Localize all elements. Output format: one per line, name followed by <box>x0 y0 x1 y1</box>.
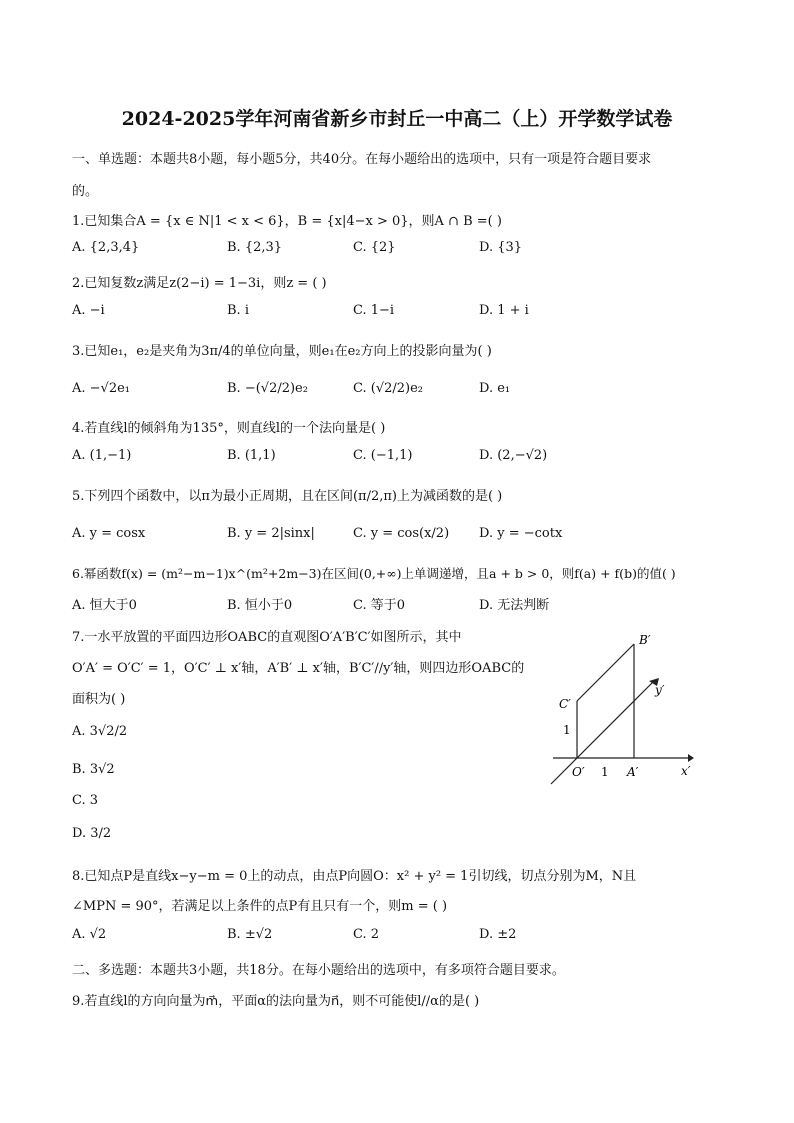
label-x: x′ <box>681 764 691 778</box>
q7-option-a: A. 3√2/2 <box>72 724 128 739</box>
q3-option-d: D. e₁ <box>479 381 511 396</box>
section1-line2: 的。 <box>72 184 99 199</box>
label-C: C′ <box>559 697 571 711</box>
q4-option-b: B. (1,1) <box>227 448 276 463</box>
q6-option-a: A. 恒大于0 <box>72 598 137 613</box>
q1-option-b: B. {2,3} <box>227 240 283 255</box>
q1-stem: 1.已知集合A = {x ∈ N|1 < x < 6}，B = {x|4−x > 0}，则A ∩ B =( ) <box>72 214 502 229</box>
q8-option-c: C. 2 <box>353 927 380 942</box>
label-one-horizontal: 1 <box>601 765 609 779</box>
q8-option-a: A. √2 <box>72 927 107 942</box>
q7-line1: 7.一水平放置的平面四边形OABC的直观图O′A′B′C′如图所示，其中 <box>72 630 462 645</box>
q4-stem: 4.若直线l的倾斜角为135°，则直线l的一个法向量是( ) <box>72 421 386 436</box>
q7-line2: O′A′ = O′C′ = 1，O′C′ ⊥ x′轴，A′B′ ⊥ x′轴，B′C′//y′轴，则四边形OABC的 <box>72 661 525 676</box>
section1-line1: 一、单选题：本题共8小题，每小题5分，共40分。在每小题给出的选项中，只有一项是符合题目要求 <box>72 152 652 167</box>
q3-option-b: B. −(√2/2)e₂ <box>227 381 308 396</box>
q4-option-c: C. (−1,1) <box>353 448 413 463</box>
segment-CB <box>577 644 634 701</box>
q7-option-b: B. 3√2 <box>72 762 115 777</box>
q1-option-c: C. {2} <box>353 240 396 255</box>
label-B: B′ <box>639 633 651 647</box>
x-axis-arrow <box>688 754 694 762</box>
q1-option-d: D. {3} <box>479 240 523 255</box>
page-title: 2024-2025学年河南省新乡市封丘一中高二（上）开学数学试卷 <box>121 108 673 130</box>
q2-stem: 2.已知复数z满足z(2−i) = 1−3i，则z = ( ) <box>72 276 327 291</box>
q1-option-a: A. {2,3,4} <box>72 240 140 255</box>
q7-option-c: C. 3 <box>72 793 99 808</box>
q4-option-d: D. (2,−√2) <box>479 448 548 463</box>
label-y: y′ <box>655 683 665 697</box>
q8-option-b: B. ±√2 <box>227 927 273 942</box>
q5-option-d: D. y = −cotx <box>479 526 563 541</box>
q9-stem: 9.若直线l的方向向量为m⃗，平面α的法向量为n⃗，则不可能使l//α的是( ) <box>72 994 480 1009</box>
q5-stem: 5.下列四个函数中，以π为最小正周期，且在区间(π/2,π)上为减函数的是( ) <box>72 489 503 504</box>
q5-option-a: A. y = cosx <box>72 526 146 541</box>
q8-option-d: D. ±2 <box>479 927 517 942</box>
q2-option-c: C. 1−i <box>353 303 395 318</box>
q6-option-c: C. 等于0 <box>353 598 406 613</box>
q2-option-d: D. 1 + i <box>479 303 529 318</box>
q3-stem: 3.已知e₁，e₂是夹角为3π/4的单位向量，则e₁在e₂方向上的投影向量为( ) <box>72 344 492 359</box>
q6-stem: 6.幂函数f(x) = (m²−m−1)x^(m²+2m−3)在区间(0,+∞)上单调递增，且a + b > 0，则f(a) + f(b)的值( ) <box>72 566 676 581</box>
q2-option-a: A. −i <box>72 303 105 318</box>
q2-option-b: B. i <box>227 303 249 318</box>
section2-heading: 二、多选题：本题共3小题，共18分。在每小题给出的选项中，有多项符合题目要求。 <box>72 963 565 978</box>
label-O: O′ <box>572 765 585 779</box>
q5-option-c: C. y = cos(x/2) <box>353 526 450 541</box>
q6-option-d: D. 无法判断 <box>479 598 550 613</box>
q8-line1: 8.已知点P是直线x−y−m = 0上的动点，由点P向圆O：x² + y² = 1引切线，切点分别为M，N且 <box>72 869 637 884</box>
q5-option-b: B. y = 2|sinx| <box>227 526 315 541</box>
q6-option-b: B. 恒小于0 <box>227 598 293 613</box>
q7-figure <box>545 628 705 788</box>
label-one-vertical: 1 <box>563 723 571 737</box>
q8-line2: ∠MPN = 90°，若满足以上条件的点P有且只有一个，则m = ( ) <box>72 899 448 914</box>
label-A: A′ <box>627 765 639 779</box>
q3-option-a: A. −√2e₁ <box>72 381 131 396</box>
q3-option-c: C. (√2/2)e₂ <box>353 381 424 396</box>
q7-option-d: D. 3/2 <box>72 826 112 841</box>
q7-line3: 面积为( ) <box>72 692 126 707</box>
q4-option-a: A. (1,−1) <box>72 448 132 463</box>
